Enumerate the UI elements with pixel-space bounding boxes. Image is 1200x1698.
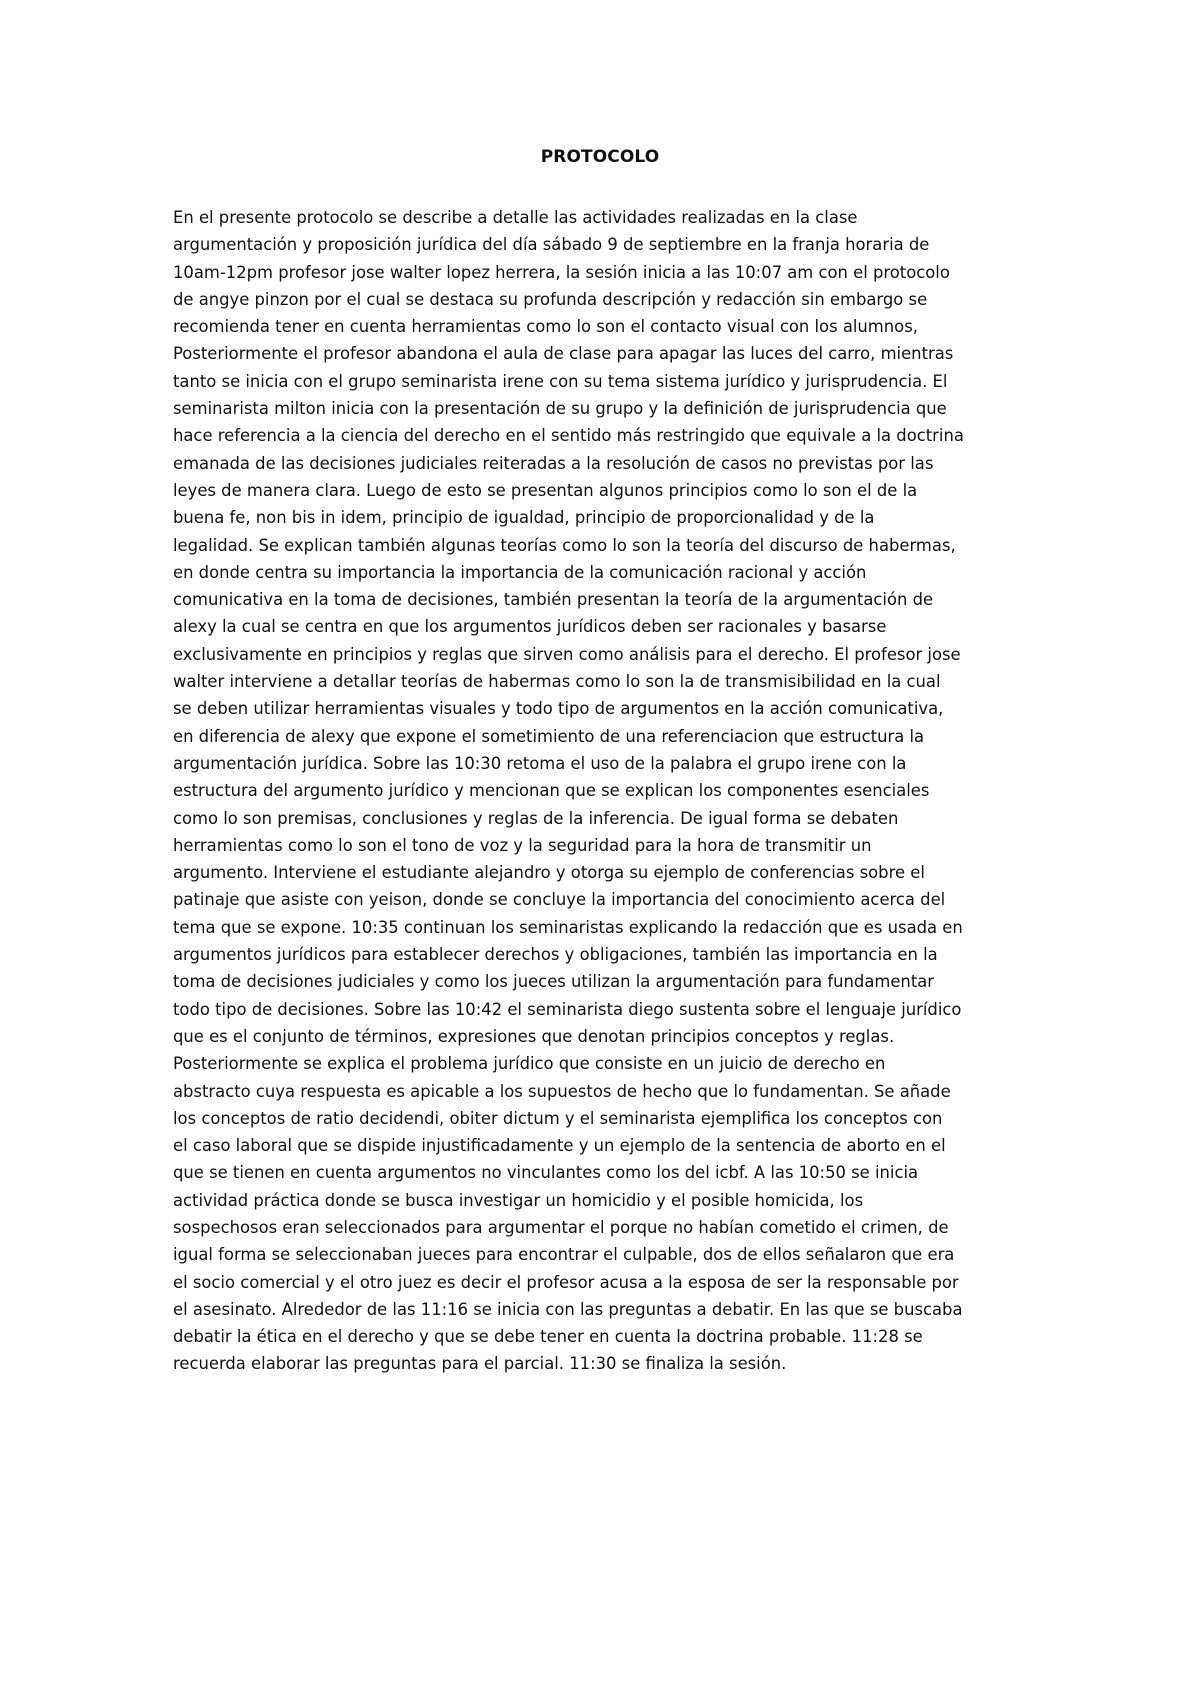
body-line: toma de decisiones judiciales y como los jueces utilizan la argumentación para fundamentar — [173, 972, 935, 992]
body-line: argumentación y proposición jurídica del día sábado 9 de septiembre en la franja horaria de — [173, 235, 930, 255]
body-line: debatir la ética en el derecho y que se debe tener en cuenta la doctrina probable. 11:28 se — [173, 1327, 923, 1347]
body-line: En el presente protocolo se describe a detalle las actividades realizadas en la clase — [173, 208, 858, 227]
body-line: sospechosos eran seleccionados para argumentar el porque no habían cometido el crimen, de — [173, 1217, 949, 1237]
body-line: igual forma se seleccionaban jueces para encontrar el culpable, dos de ellos señalaron que era — [173, 1245, 955, 1265]
body-line: seminarista milton inicia con la presentación de su grupo y la definición de jurisprudencia que — [173, 399, 947, 419]
body-line: leyes de manera clara. Luego de esto se presentan algunos principios como lo son el de la — [173, 480, 918, 500]
body-line: argumento. Interviene el estudiante alejandro y otorga su ejemplo de conferencias sobre el — [173, 863, 925, 883]
body-line: que se tienen en cuenta argumentos no vinculantes como los del icbf. A las 10:50 se inicia — [173, 1163, 919, 1183]
body-line: buena fe, non bis in idem, principio de igualdad, principio de proporcionalidad y de la — [173, 508, 875, 528]
body-line: todo tipo de decisiones. Sobre las 10:42 el seminarista diego sustenta sobre el lenguaje jurídico — [173, 999, 962, 1019]
body-line: se deben utilizar herramientas visuales y todo tipo de argumentos en la acción comunicativa, — [173, 699, 944, 719]
body-line: comunicativa en la toma de decisiones, también presentan la teoría de la argumentación de — [173, 590, 934, 610]
body-line: Posteriormente el profesor abandona el aula de clase para apagar las luces del carro, mientras — [173, 344, 954, 364]
body-line: los conceptos de ratio decidendi, obiter dictum y el seminarista ejemplifica los conceptos con — [173, 1108, 943, 1128]
body-line: que es el conjunto de términos, expresiones que denotan principios conceptos y reglas. — [173, 1026, 895, 1046]
body-line: recuerda elaborar las preguntas para el parcial. 11:30 se finaliza la sesión. — [173, 1354, 787, 1374]
body-line: el asesinato. Alrededor de las 11:16 se inicia con las preguntas a debatir. En las que se buscaba — [173, 1299, 963, 1319]
body-line: alexy la cual se centra en que los argumentos jurídicos deben ser racionales y basarse — [173, 617, 887, 637]
body-line: en diferencia de alexy que expone el sometimiento de una referenciacion que estructura la — [173, 726, 925, 746]
body-line: recomienda tener en cuenta herramientas como lo son el contacto visual con los alumnos, — [173, 317, 918, 337]
body-line: herramientas como lo son el tono de voz y la seguridad para la hora de transmitir un — [173, 835, 872, 855]
body-line: emanada de las decisiones judiciales reiteradas a la resolución de casos no previstas por las — [173, 453, 934, 473]
body-line: de angye pinzon por el cual se destaca su profunda descripción y redacción sin embargo se — [173, 289, 928, 309]
body-line: 10am-12pm profesor jose walter lopez herrera, la sesión inicia a las 10:07 am con el protocolo — [173, 262, 950, 282]
body-line: actividad práctica donde se busca investigar un homicidio y el posible homicida, los — [173, 1190, 864, 1210]
body-line: legalidad. Se explican también algunas teorías como lo son la teoría del discurso de habermas, — [173, 535, 956, 555]
body-line: como lo son premisas, conclusiones y reglas de la inferencia. De igual forma se debaten — [173, 808, 899, 828]
body-line: abstracto cuya respuesta es apicable a los supuestos de hecho que lo fundamentan. Se añade — [173, 1081, 951, 1101]
body-line: tanto se inicia con el grupo seminarista irene con su tema sistema jurídico y jurisprudencia. El — [173, 371, 948, 391]
body-line: el caso laboral que se dispide injustificadamente y un ejemplo de la sentencia de aborto en el — [173, 1136, 946, 1156]
body-line: walter interviene a detallar teorías de habermas como lo son la de transmisibilidad en la cual — [173, 672, 941, 692]
body-line: en donde centra su importancia la importancia de la comunicación racional y acción — [173, 562, 867, 582]
document-body — [173, 204, 1033, 1378]
body-line: exclusivamente en principios y reglas que sirven como análisis para el derecho. El profesor jose — [173, 644, 961, 664]
body-line: el socio comercial y el otro juez es decir el profesor acusa a la esposa de ser la responsable por — [173, 1272, 959, 1292]
body-line: Posteriormente se explica el problema jurídico que consiste en un juicio de derecho en — [173, 1054, 886, 1074]
body-line: argumentación jurídica. Sobre las 10:30 retoma el uso de la palabra el grupo irene con la — [173, 753, 907, 773]
body-line: tema que se expone. 10:35 continuan los seminaristas explicando la redacción que es usada en — [173, 917, 963, 937]
body-line: hace referencia a la ciencia del derecho en el sentido más restringido que equivale a la doctrina — [173, 426, 964, 446]
document-title: PROTOCOLO — [540, 147, 660, 167]
body-line: patinaje que asiste con yeison, donde se concluye la importancia del conocimiento acerca del — [173, 890, 946, 910]
body-line: estructura del argumento jurídico y mencionan que se explican los componentes esenciales — [173, 781, 930, 801]
body-line: argumentos jurídicos para establecer derechos y obligaciones, también las importancia en la — [173, 945, 938, 965]
